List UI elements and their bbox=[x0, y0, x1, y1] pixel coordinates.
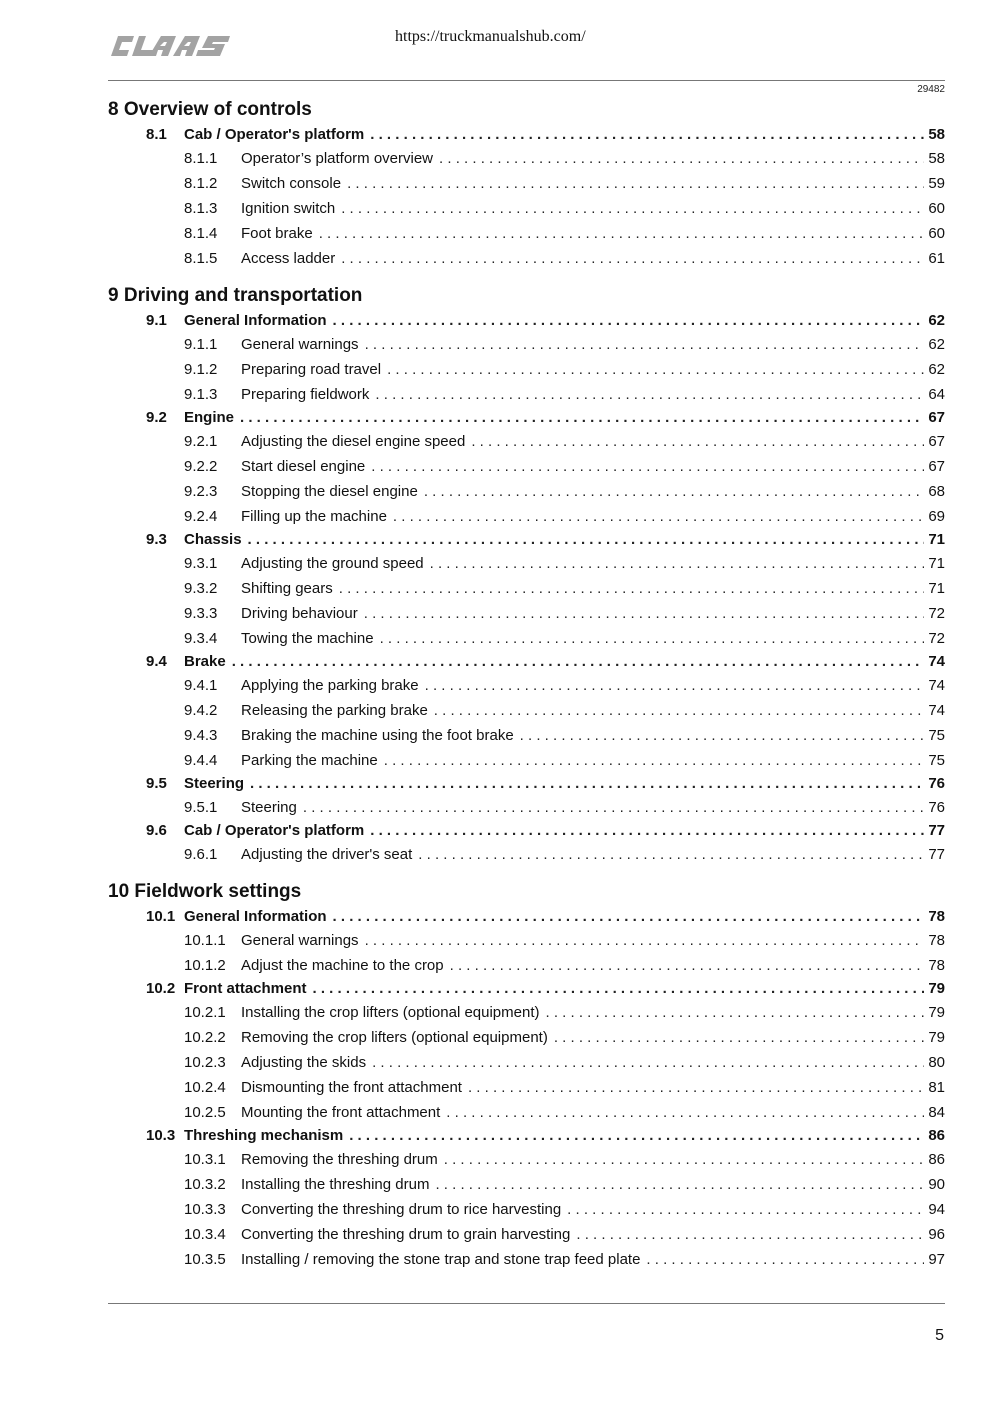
leader-dots bbox=[372, 1050, 924, 1075]
section-number: 10.2 bbox=[146, 980, 176, 997]
subsection-page: 72 bbox=[928, 630, 945, 647]
toc-section-entry[interactable] bbox=[108, 820, 945, 842]
leader-dots bbox=[364, 601, 925, 626]
leader-dots bbox=[576, 1222, 924, 1247]
toc-subsection-entry[interactable] bbox=[108, 246, 945, 271]
leader-dots bbox=[365, 332, 925, 357]
leader-dots bbox=[371, 454, 924, 479]
header-rule bbox=[108, 80, 945, 81]
section-title: Chassis bbox=[184, 531, 242, 548]
subsection-number: 10.3.4 bbox=[184, 1226, 226, 1243]
subsection-number: 10.2.1 bbox=[184, 1004, 226, 1021]
leader-dots bbox=[425, 673, 925, 698]
leader-dots bbox=[232, 651, 925, 673]
toc-subsection-entry[interactable] bbox=[108, 1050, 945, 1075]
subsection-number: 10.2.4 bbox=[184, 1079, 226, 1096]
subsection-title: Foot brake bbox=[241, 225, 313, 242]
subsection-title: General warnings bbox=[241, 932, 359, 949]
section-title: Engine bbox=[184, 409, 235, 426]
section-number: 9.1 bbox=[146, 312, 167, 329]
toc-subsection-entry[interactable] bbox=[108, 196, 945, 221]
subsection-title: Steering bbox=[241, 799, 297, 816]
subsection-page: 74 bbox=[928, 677, 945, 694]
leader-dots bbox=[341, 246, 924, 271]
toc-subsection-entry[interactable] bbox=[108, 673, 945, 698]
subsection-page: 59 bbox=[928, 175, 945, 192]
leader-dots bbox=[418, 842, 924, 867]
subsection-page: 94 bbox=[928, 1201, 945, 1218]
section-title: Cab / Operator's platform bbox=[184, 126, 365, 143]
toc-subsection-entry[interactable] bbox=[108, 171, 945, 196]
toc-subsection-entry[interactable] bbox=[108, 1100, 945, 1125]
leader-dots bbox=[248, 529, 925, 551]
subsection-number: 10.3.5 bbox=[184, 1251, 226, 1268]
subsection-number: 10.3.1 bbox=[184, 1151, 226, 1168]
subsection-number: 8.1.4 bbox=[184, 225, 218, 242]
subsection-page: 78 bbox=[928, 957, 945, 974]
toc-subsection-entry[interactable] bbox=[108, 1172, 945, 1197]
leader-dots bbox=[250, 773, 924, 795]
subsection-number: 10.2.3 bbox=[184, 1054, 226, 1071]
leader-dots bbox=[450, 953, 925, 978]
subsection-number: 10.3.2 bbox=[184, 1176, 226, 1193]
leader-dots bbox=[375, 382, 924, 407]
subsection-number: 8.1.1 bbox=[184, 150, 218, 167]
leader-dots bbox=[646, 1247, 924, 1272]
section-number: 9.2 bbox=[146, 409, 167, 426]
leader-dots bbox=[567, 1197, 924, 1222]
toc-subsection-entry[interactable] bbox=[108, 551, 945, 576]
toc-section-entry[interactable] bbox=[108, 310, 945, 332]
toc-subsection-entry[interactable] bbox=[108, 221, 945, 246]
toc-subsection-entry[interactable] bbox=[108, 1197, 945, 1222]
section-page: 76 bbox=[928, 775, 945, 792]
toc-subsection-entry[interactable] bbox=[108, 357, 945, 382]
subsection-title: Mounting the front attachment bbox=[241, 1104, 441, 1121]
subsection-number: 9.4.2 bbox=[184, 702, 218, 719]
toc-subsection-entry[interactable] bbox=[108, 1247, 945, 1272]
subsection-page: 78 bbox=[928, 932, 945, 949]
section-number: 9.4 bbox=[146, 653, 167, 670]
subsection-number: 9.1.1 bbox=[184, 336, 218, 353]
toc-subsection-entry[interactable] bbox=[108, 698, 945, 723]
leader-dots bbox=[434, 698, 925, 723]
chapter-heading: 8 Overview of controls bbox=[108, 99, 312, 120]
section-number: 10.1 bbox=[146, 908, 176, 925]
subsection-page: 62 bbox=[928, 336, 945, 353]
section-number: 9.3 bbox=[146, 531, 167, 548]
toc-subsection-entry[interactable] bbox=[108, 382, 945, 407]
subsection-page: 79 bbox=[928, 1004, 945, 1021]
subsection-title: Dismounting the front attachment bbox=[241, 1079, 462, 1096]
toc-subsection-entry[interactable] bbox=[108, 795, 945, 820]
toc-section-entry[interactable] bbox=[108, 978, 945, 1000]
leader-dots bbox=[393, 504, 924, 529]
leader-dots bbox=[333, 310, 925, 332]
subsection-title: Applying the parking brake bbox=[241, 677, 419, 694]
subsection-page: 76 bbox=[928, 799, 945, 816]
toc-subsection-entry[interactable] bbox=[108, 1075, 945, 1100]
section-page: 74 bbox=[928, 653, 945, 670]
subsection-title: Start diesel engine bbox=[241, 458, 366, 475]
source-url[interactable]: https://truckmanualshub.com/ bbox=[395, 28, 586, 45]
subsection-page: 77 bbox=[928, 846, 945, 863]
subsection-title: Converting the threshing drum to grain harvesting bbox=[241, 1226, 571, 1243]
subsection-number: 8.1.5 bbox=[184, 250, 218, 267]
toc-section-entry[interactable] bbox=[108, 407, 945, 429]
leader-dots bbox=[444, 1147, 925, 1172]
leader-dots bbox=[303, 795, 924, 820]
subsection-title: Towing the machine bbox=[241, 630, 374, 647]
section-title: Front attachment bbox=[184, 980, 307, 997]
subsection-page: 72 bbox=[928, 605, 945, 622]
section-page: 79 bbox=[928, 980, 945, 997]
subsection-page: 75 bbox=[928, 727, 945, 744]
subsection-title: Adjusting the ground speed bbox=[241, 555, 424, 572]
subsection-page: 81 bbox=[928, 1079, 945, 1096]
leader-dots bbox=[435, 1172, 924, 1197]
section-title: Brake bbox=[184, 653, 226, 670]
toc-subsection-entry[interactable] bbox=[108, 842, 945, 867]
subsection-number: 9.4.4 bbox=[184, 752, 218, 769]
subsection-page: 62 bbox=[928, 361, 945, 378]
subsection-page: 60 bbox=[928, 200, 945, 217]
leader-dots bbox=[333, 906, 925, 928]
subsection-title: Adjusting the driver's seat bbox=[241, 846, 413, 863]
toc-subsection-entry[interactable] bbox=[108, 504, 945, 529]
subsection-number: 8.1.2 bbox=[184, 175, 218, 192]
section-number: 10.3 bbox=[146, 1127, 176, 1144]
subsection-number: 9.6.1 bbox=[184, 846, 218, 863]
subsection-page: 86 bbox=[928, 1151, 945, 1168]
subsection-number: 10.1.1 bbox=[184, 932, 226, 949]
leader-dots bbox=[365, 928, 925, 953]
subsection-number: 9.2.4 bbox=[184, 508, 218, 525]
leader-dots bbox=[520, 723, 925, 748]
subsection-page: 71 bbox=[928, 555, 945, 572]
section-page: 78 bbox=[928, 908, 945, 925]
subsection-title: Removing the threshing drum bbox=[241, 1151, 438, 1168]
leader-dots bbox=[468, 1075, 924, 1100]
subsection-number: 9.3.4 bbox=[184, 630, 218, 647]
chapter-heading: 10 Fieldwork settings bbox=[108, 881, 302, 902]
subsection-title: Shifting gears bbox=[241, 580, 333, 597]
toc-subsection-entry[interactable] bbox=[108, 1000, 945, 1025]
footer-rule bbox=[108, 1303, 945, 1304]
toc-subsection-entry[interactable] bbox=[108, 454, 945, 479]
subsection-title: Filling up the machine bbox=[241, 508, 387, 525]
section-number: 8.1 bbox=[146, 126, 167, 143]
leader-dots bbox=[370, 124, 924, 146]
leader-dots bbox=[446, 1100, 924, 1125]
subsection-title: Switch console bbox=[241, 175, 342, 192]
subsection-page: 75 bbox=[928, 752, 945, 769]
subsection-title: Adjusting the diesel engine speed bbox=[241, 433, 466, 450]
section-number: 9.5 bbox=[146, 775, 167, 792]
subsection-title: Converting the threshing drum to rice harvesting bbox=[241, 1201, 562, 1218]
leader-dots bbox=[349, 1125, 924, 1147]
subsection-title: Ignition switch bbox=[241, 200, 336, 217]
toc-subsection-entry[interactable] bbox=[108, 429, 945, 454]
subsection-page: 97 bbox=[928, 1251, 945, 1268]
subsection-number: 8.1.3 bbox=[184, 200, 218, 217]
subsection-page: 90 bbox=[928, 1176, 945, 1193]
subsection-page: 67 bbox=[928, 458, 945, 475]
subsection-title: Installing the crop lifters (optional equipment) bbox=[241, 1004, 540, 1021]
section-number: 9.6 bbox=[146, 822, 167, 839]
document-number: 29482 bbox=[917, 84, 945, 95]
subsection-number: 10.2.2 bbox=[184, 1029, 226, 1046]
subsection-page: 79 bbox=[928, 1029, 945, 1046]
subsection-number: 9.2.3 bbox=[184, 483, 218, 500]
toc-subsection-entry[interactable] bbox=[108, 1147, 945, 1172]
leader-dots bbox=[240, 407, 924, 429]
toc-subsection-entry[interactable] bbox=[108, 576, 945, 601]
toc-section-entry[interactable] bbox=[108, 773, 945, 795]
leader-dots bbox=[384, 748, 925, 773]
subsection-title: Driving behaviour bbox=[241, 605, 358, 622]
toc-subsection-entry[interactable] bbox=[108, 626, 945, 651]
subsection-page: 96 bbox=[928, 1226, 945, 1243]
subsection-number: 10.1.2 bbox=[184, 957, 226, 974]
subsection-page: 68 bbox=[928, 483, 945, 500]
subsection-number: 10.3.3 bbox=[184, 1201, 226, 1218]
subsection-number: 9.3.2 bbox=[184, 580, 218, 597]
chapter-heading: 9 Driving and transportation bbox=[108, 285, 363, 306]
section-page: 71 bbox=[928, 531, 945, 548]
subsection-page: 64 bbox=[928, 386, 945, 403]
section-page: 67 bbox=[928, 409, 945, 426]
subsection-number: 9.4.3 bbox=[184, 727, 218, 744]
subsection-number: 9.1.2 bbox=[184, 361, 218, 378]
subsection-title: General warnings bbox=[241, 336, 359, 353]
leader-dots bbox=[546, 1000, 925, 1025]
leader-dots bbox=[339, 576, 925, 601]
section-title: Threshing mechanism bbox=[184, 1127, 344, 1144]
subsection-page: 71 bbox=[928, 580, 945, 597]
subsection-page: 67 bbox=[928, 433, 945, 450]
toc-subsection-entry[interactable] bbox=[108, 146, 945, 171]
claas-logo bbox=[108, 34, 234, 58]
subsection-title: Braking the machine using the foot brake bbox=[241, 727, 514, 744]
toc-section-entry[interactable] bbox=[108, 906, 945, 928]
toc-section-entry[interactable] bbox=[108, 124, 945, 146]
subsection-title: Adjusting the skids bbox=[241, 1054, 367, 1071]
subsection-title: Releasing the parking brake bbox=[241, 702, 428, 719]
toc-subsection-entry[interactable] bbox=[108, 332, 945, 357]
subsection-number: 9.5.1 bbox=[184, 799, 218, 816]
subsection-page: 84 bbox=[928, 1104, 945, 1121]
subsection-page: 61 bbox=[928, 250, 945, 267]
subsection-title: Preparing road travel bbox=[241, 361, 382, 378]
toc-subsection-entry[interactable] bbox=[108, 479, 945, 504]
toc-subsection-entry[interactable] bbox=[108, 723, 945, 748]
toc-subsection-entry[interactable] bbox=[108, 601, 945, 626]
subsection-number: 10.2.5 bbox=[184, 1104, 226, 1121]
subsection-number: 9.1.3 bbox=[184, 386, 218, 403]
subsection-title: Adjust the machine to the crop bbox=[241, 957, 444, 974]
page-number: 5 bbox=[935, 1327, 944, 1344]
leader-dots bbox=[370, 820, 924, 842]
subsection-title: Stopping the diesel engine bbox=[241, 483, 418, 500]
leader-dots bbox=[380, 626, 925, 651]
table-of-contents bbox=[108, 96, 945, 1272]
subsection-page: 58 bbox=[928, 150, 945, 167]
leader-dots bbox=[387, 357, 924, 382]
section-title: General Information bbox=[184, 908, 327, 925]
toc-section-entry[interactable] bbox=[108, 1125, 945, 1147]
section-page: 77 bbox=[928, 822, 945, 839]
section-page: 62 bbox=[928, 312, 945, 329]
subsection-title: Installing / removing the stone trap and stone trap feed plate bbox=[241, 1251, 641, 1268]
toc-subsection-entry[interactable] bbox=[108, 953, 945, 978]
section-title: General Information bbox=[184, 312, 327, 329]
leader-dots bbox=[347, 171, 924, 196]
subsection-title: Removing the crop lifters (optional equipment) bbox=[241, 1029, 548, 1046]
leader-dots bbox=[430, 551, 925, 576]
subsection-title: Parking the machine bbox=[241, 752, 378, 769]
subsection-number: 9.4.1 bbox=[184, 677, 218, 694]
subsection-page: 69 bbox=[928, 508, 945, 525]
toc-subsection-entry[interactable] bbox=[108, 1025, 945, 1050]
leader-dots bbox=[313, 978, 925, 1000]
subsection-page: 74 bbox=[928, 702, 945, 719]
subsection-page: 80 bbox=[928, 1054, 945, 1071]
subsection-title: Preparing fieldwork bbox=[241, 386, 370, 403]
toc-subsection-entry[interactable] bbox=[108, 1222, 945, 1247]
section-page: 86 bbox=[928, 1127, 945, 1144]
leader-dots bbox=[341, 196, 924, 221]
subsection-title: Access ladder bbox=[241, 250, 336, 267]
section-title: Steering bbox=[184, 775, 245, 792]
leader-dots bbox=[424, 479, 925, 504]
toc-section-entry[interactable] bbox=[108, 651, 945, 673]
section-page: 58 bbox=[928, 126, 945, 143]
leader-dots bbox=[319, 221, 925, 246]
subsection-number: 9.2.1 bbox=[184, 433, 218, 450]
subsection-number: 9.2.2 bbox=[184, 458, 218, 475]
subsection-number: 9.3.1 bbox=[184, 555, 218, 572]
subsection-page: 60 bbox=[928, 225, 945, 242]
leader-dots bbox=[554, 1025, 924, 1050]
toc-subsection-entry[interactable] bbox=[108, 748, 945, 773]
toc-section-entry[interactable] bbox=[108, 529, 945, 551]
toc-subsection-entry[interactable] bbox=[108, 928, 945, 953]
section-title: Cab / Operator's platform bbox=[184, 822, 365, 839]
leader-dots bbox=[471, 429, 924, 454]
subsection-title: Installing the threshing drum bbox=[241, 1176, 430, 1193]
subsection-number: 9.3.3 bbox=[184, 605, 218, 622]
leader-dots bbox=[439, 146, 924, 171]
subsection-title: Operator’s platform overview bbox=[241, 150, 434, 167]
